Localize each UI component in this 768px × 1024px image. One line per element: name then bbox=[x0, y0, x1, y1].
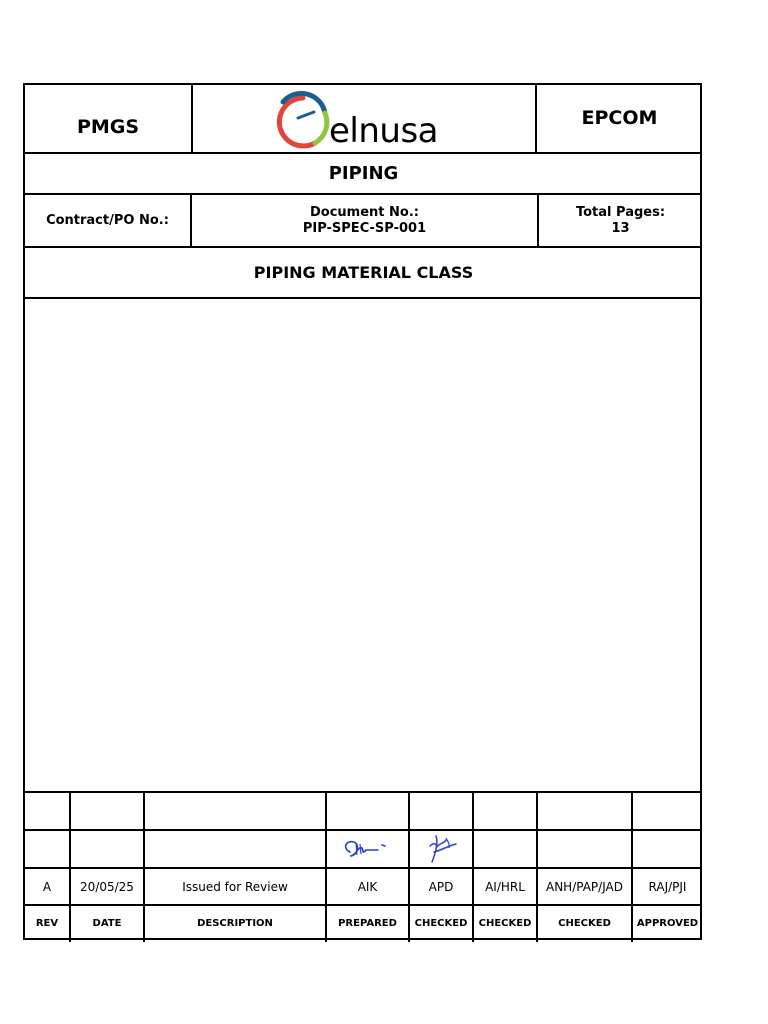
date-header: DATE bbox=[92, 917, 122, 929]
logo-wordmark: elnusa bbox=[329, 110, 439, 149]
approved-value: RAJ/PJI bbox=[648, 879, 687, 894]
checked-signature bbox=[410, 831, 472, 867]
document-number: PIP-SPEC-SP-001 bbox=[302, 220, 427, 236]
signature-icon bbox=[416, 832, 466, 866]
approved-header: APPROVED bbox=[636, 917, 699, 929]
total-pages-block bbox=[539, 195, 702, 246]
total-pages-label: Total Pages: bbox=[575, 204, 666, 220]
checked1-header: CHECKED bbox=[414, 917, 468, 929]
title-block bbox=[23, 83, 702, 940]
prepared-value: AIK bbox=[357, 879, 378, 894]
document-label: Document No.: bbox=[310, 204, 419, 220]
rev-value: A bbox=[42, 879, 52, 894]
prepared-header: PREPARED bbox=[338, 917, 397, 929]
discipline-title: PIPING bbox=[328, 163, 399, 184]
prepared-signature bbox=[327, 831, 408, 867]
checked1-value: APD bbox=[428, 879, 454, 894]
description-header: DESCRIPTION bbox=[197, 917, 273, 929]
checked3-header: CHECKED bbox=[558, 917, 611, 929]
checked2-header: CHECKED bbox=[478, 917, 532, 929]
checked3-value: ANH/PAP/JAD bbox=[546, 879, 623, 894]
description-value: Issued for Review bbox=[182, 879, 288, 894]
company-logo bbox=[193, 85, 535, 152]
date-value: 20/05/25 bbox=[80, 879, 134, 894]
divider bbox=[25, 297, 700, 299]
project-code: PMGS bbox=[76, 115, 140, 138]
logo-mark-icon bbox=[269, 89, 459, 149]
rev-header: REV bbox=[35, 917, 59, 929]
document-title: PIPING MATERIAL CLASS bbox=[253, 263, 474, 282]
signature-icon bbox=[338, 834, 398, 864]
contract-label: Contract/PO No.: bbox=[46, 213, 169, 228]
contractor-code: EPCOM bbox=[581, 106, 658, 129]
checked2-value: AI/HRL bbox=[485, 879, 525, 894]
total-pages-value: 13 bbox=[611, 220, 630, 236]
divider bbox=[25, 791, 700, 793]
document-number-block bbox=[192, 195, 537, 246]
